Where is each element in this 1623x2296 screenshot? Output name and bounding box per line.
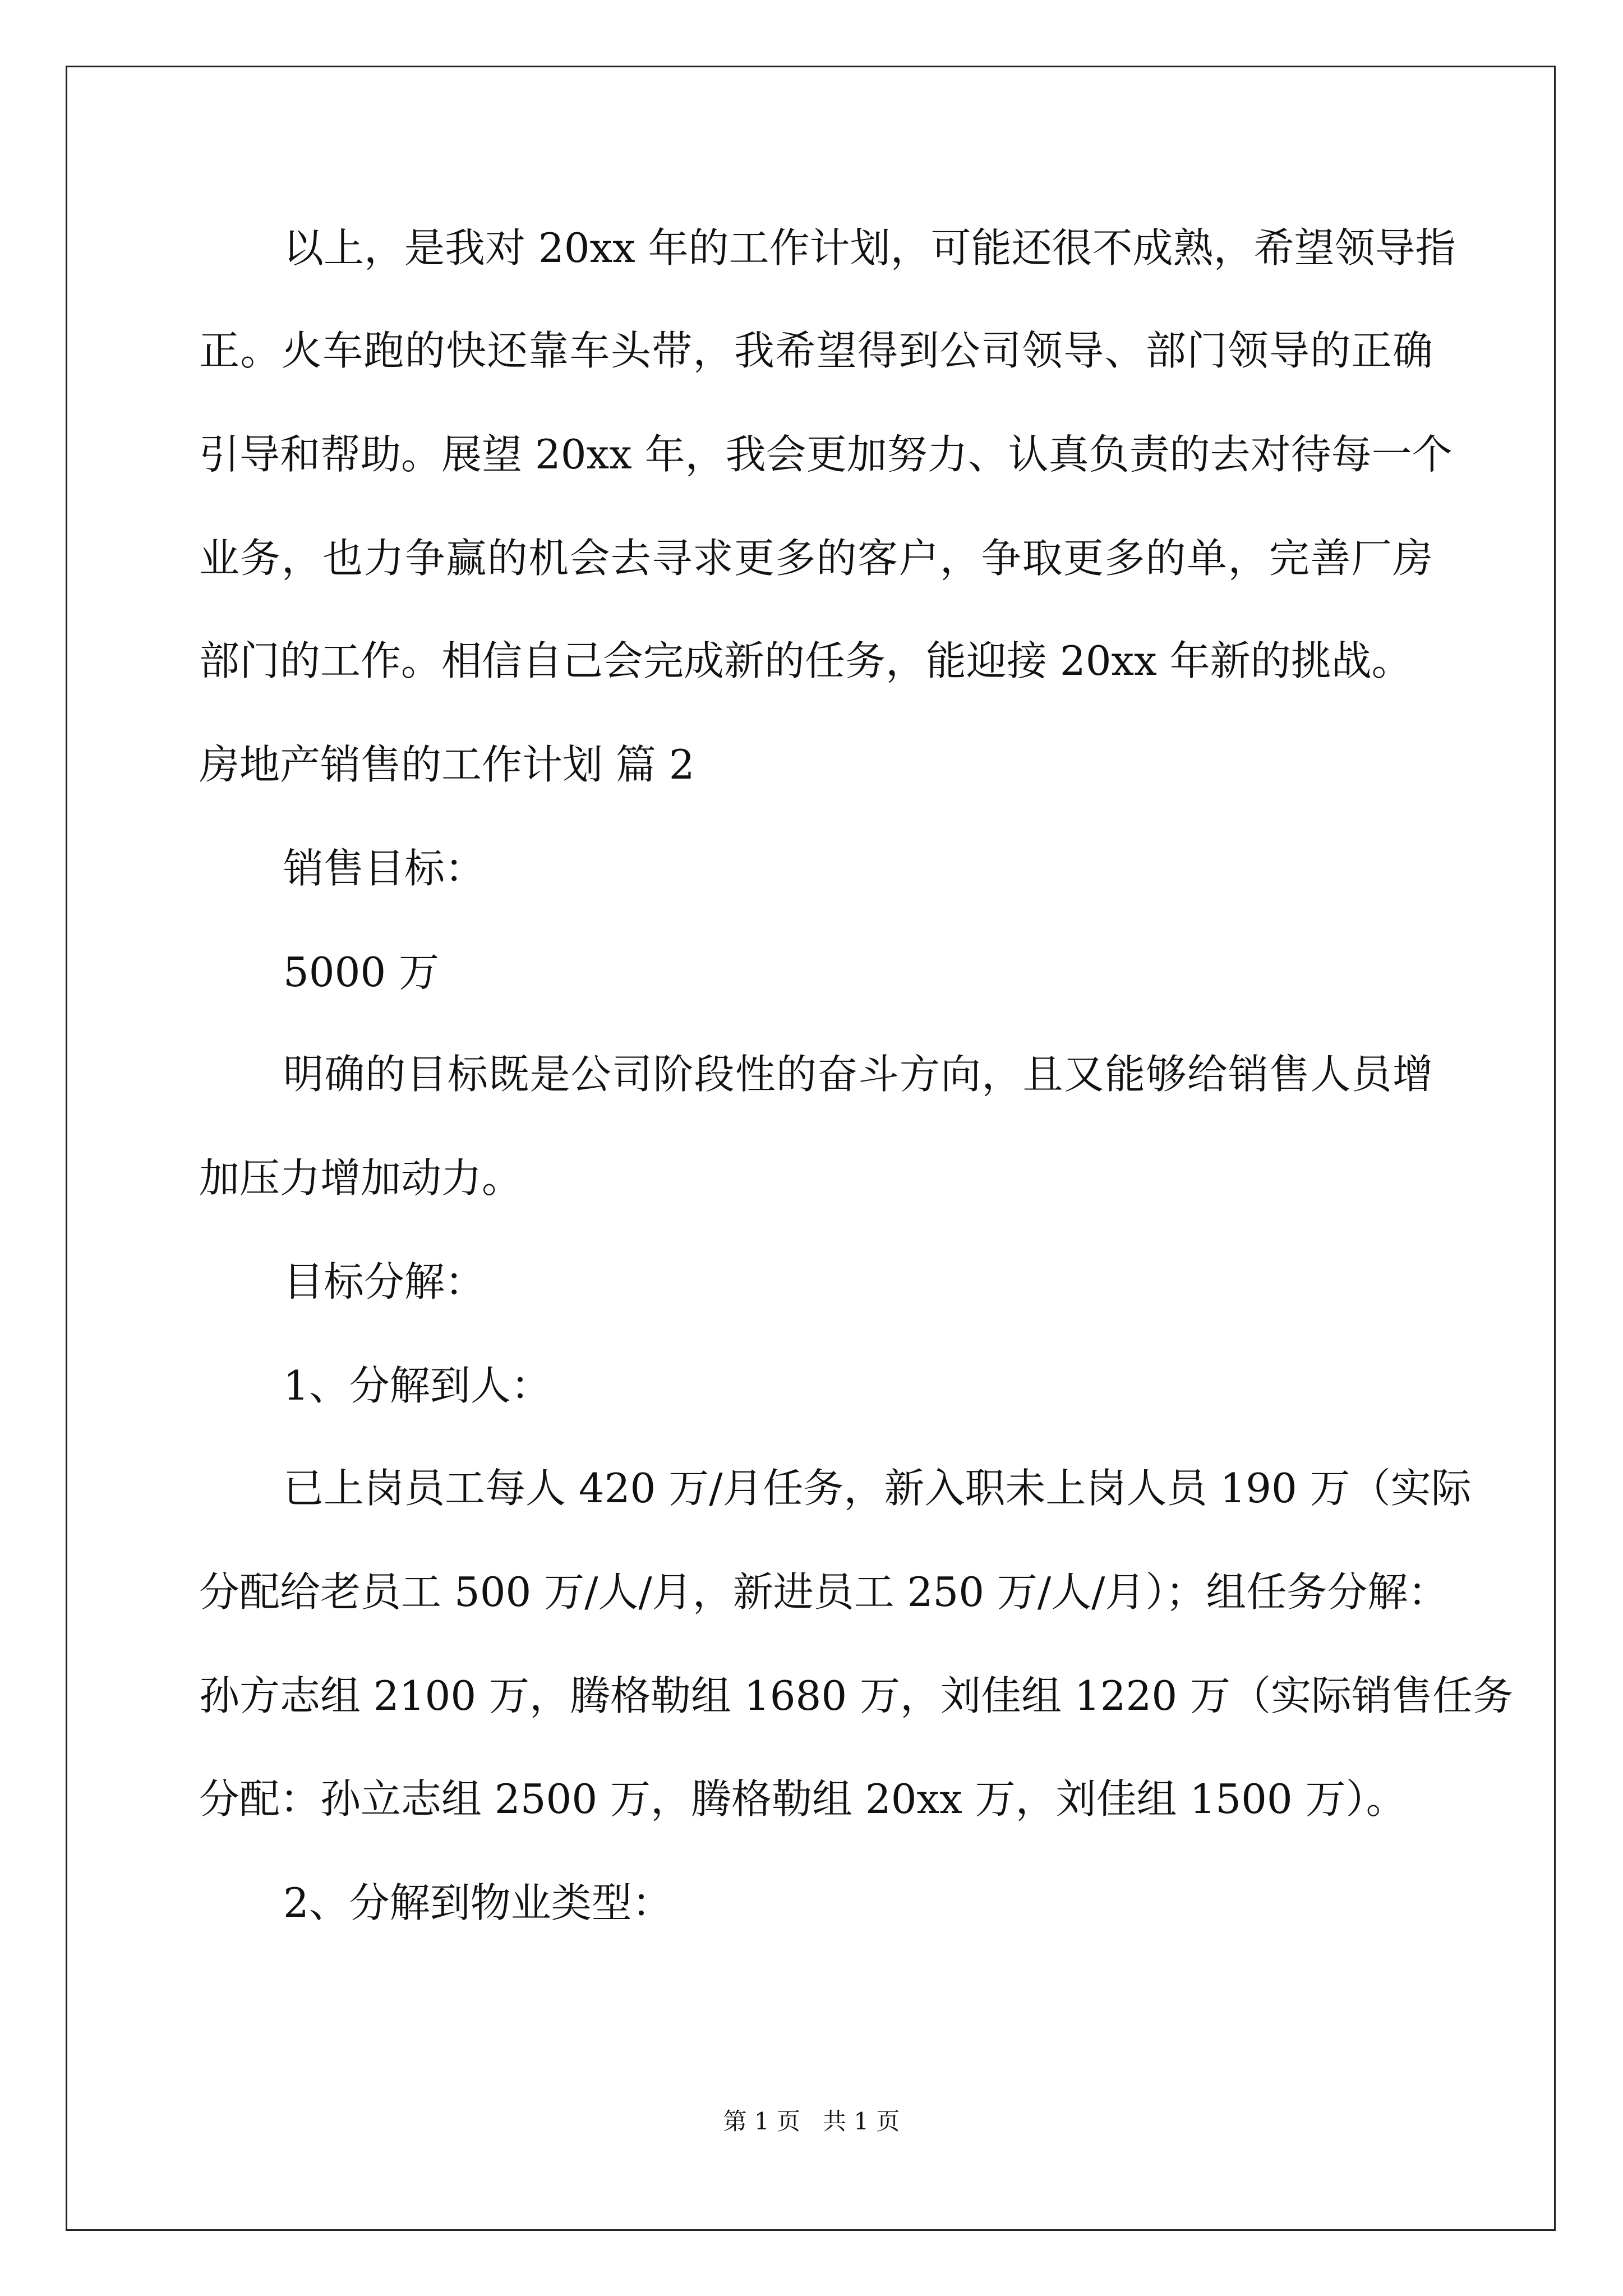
paragraph-line: 部门的工作。相信自己会完成新的任务，能迎接 20xx 年新的挑战。 [199, 637, 1412, 684]
paragraph-line: 分配：孙立志组 2500 万，腾格勒组 20xx 万，刘佳组 1500 万）。 [199, 1775, 1407, 1823]
page-number: 第 1 页 [723, 2108, 800, 2135]
page-footer [0, 2105, 1623, 2138]
paragraph-line: 正。火车跑的快还靠车头带，我希望得到公司领导、部门领导的正确 [199, 327, 1433, 374]
paragraph-line: 引导和帮助。展望 20xx 年，我会更加努力、认真负责的去对待每一个 [199, 431, 1453, 478]
paragraph-line: 已上岗员工每人 420 万/月任务，新入职未上岗人员 190 万（实际 [283, 1465, 1472, 1512]
paragraph-line: 以上，是我对 20xx 年的工作计划，可能还很不成熟，希望领导指 [283, 224, 1456, 272]
paragraph-line: 业务，也力争赢的机会去寻求更多的客户，争取更多的单，完善厂房 [199, 535, 1433, 582]
paragraph-line: 1、分解到人： [283, 1362, 551, 1409]
page-total: 共 1 页 [823, 2108, 900, 2135]
paragraph-line: 加压力增加动力。 [199, 1154, 523, 1202]
section-heading: 房地产销售的工作计划 篇 2 [199, 741, 695, 788]
paragraph-line: 销售目标： [283, 845, 486, 892]
paragraph-line: 明确的目标既是公司阶段性的奋斗方向，且又能够给销售人员增 [283, 1051, 1433, 1098]
paragraph-line: 5000 万 [283, 949, 440, 996]
paragraph-line: 目标分解： [283, 1258, 486, 1305]
paragraph-line: 分配给老员工 500 万/人/月，新进员工 250 万/人/月）；组任务分解： [199, 1568, 1449, 1616]
paragraph-line: 2、分解到物业类型： [283, 1879, 672, 1926]
paragraph-line: 孙方志组 2100 万，腾格勒组 1680 万，刘佳组 1220 万（实际销售任务 [199, 1672, 1514, 1719]
